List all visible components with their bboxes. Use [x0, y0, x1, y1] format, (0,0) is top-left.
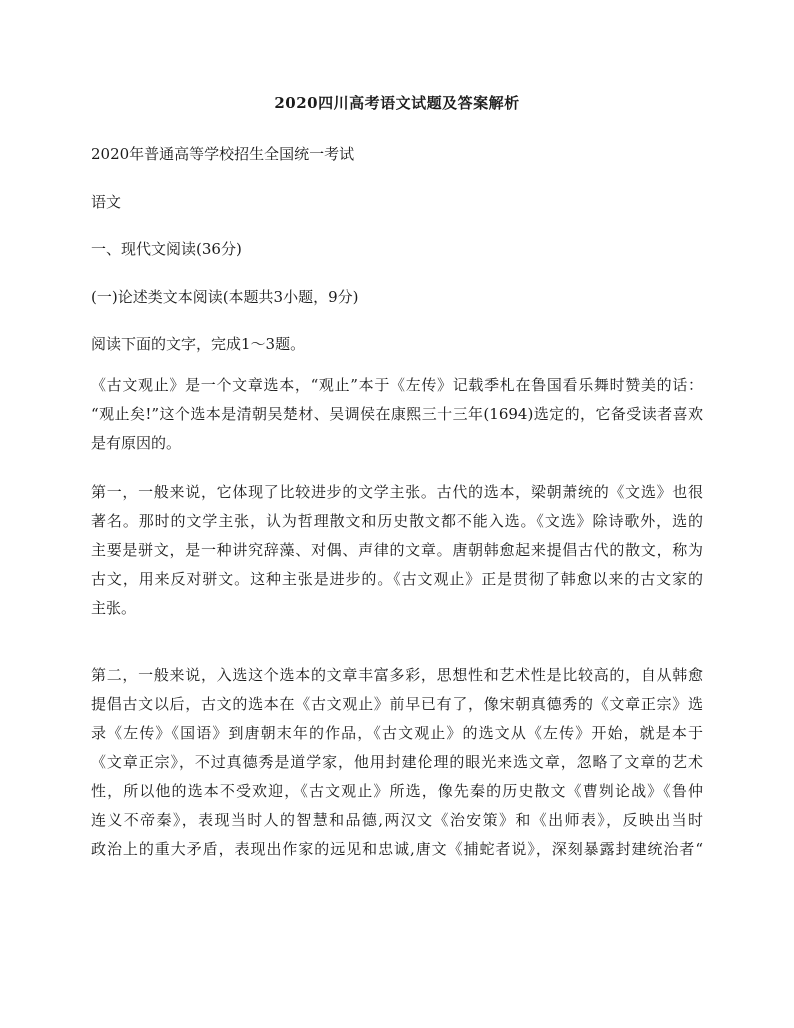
- paragraph-line: 第一，一般来说，它体现了比较进步的文学主张。古代的选本，梁朝萧统的《文选》也很: [91, 483, 703, 501]
- paragraph-line: 《文章正宗》，不过真德秀是道学家，他用封建伦理的眼光来选文章，忽略了文章的艺术: [91, 753, 703, 771]
- paragraph-line: 著名。那时的文学主张，认为哲理散文和历史散文都不能入选。《文选》除诗歌外，选的: [91, 512, 703, 530]
- reading-instruction: 阅读下面的文字，完成1～3题。: [91, 335, 306, 353]
- paragraph-line: 是有原因的。: [91, 434, 182, 452]
- paragraph-line: 连义不帝秦》，表现当时人的智慧和品德,两汉文《治安策》和《出师表》，反映出当时: [91, 811, 703, 829]
- document-title: 2020四川高考语文试题及答案解析: [274, 94, 520, 112]
- paragraph-line: 第二，一般来说，入选这个选本的文章丰富多彩，思想性和艺术性是比较高的，自从韩愈: [91, 666, 703, 684]
- exam-name: 2020年普通高等学校招生全国统一考试: [91, 145, 355, 163]
- paragraph-line: 主要是骈文，是一种讲究辞藻、对偶、声律的文章。唐朝韩愈起来提倡古代的散文，称为: [91, 541, 703, 559]
- paragraph-1: [91, 371, 703, 458]
- paragraph-3: [91, 661, 703, 864]
- paragraph-line: 古文，用来反对骈文。这种主张是进步的。《古文观止》正是贯彻了韩愈以来的古文家的: [91, 570, 703, 588]
- paragraph-line: 性，所以他的选本不受欢迎，《古文观止》所选，像先秦的历史散文《曹刿论战》《鲁仲: [91, 782, 703, 800]
- paragraph-line: 主张。: [91, 599, 137, 617]
- paragraph-line: 提倡古文以后，古文的选本在《古文观止》前早已有了，像宋朝真德秀的《文章正宗》选: [91, 695, 703, 713]
- paragraph-line: 《古文观止》是一个文章选本，“观止”本于《左传》记载季札在鲁国看乐舞时赞美的话：: [91, 376, 703, 394]
- paragraph-line: 录《左传》《国语》到唐朝末年的作品，《古文观止》的选文从《左传》开始，就是本于: [91, 724, 703, 742]
- paragraph-2: [91, 478, 703, 623]
- subject-heading: 语文: [91, 193, 122, 211]
- paragraph-line: “观止矣!”这个选本是清朝吴楚材、吴调侯在康熙三十三年(1694)选定的，它备受读者喜欢: [91, 405, 703, 423]
- subsection-heading: (一)论述类文本阅读(本题共3小题，9分): [91, 288, 359, 306]
- paragraph-line: 政治上的重大矛盾，表现出作家的远见和忠诚,唐文《捕蛇者说》，深刻暴露封建统治者“: [91, 840, 703, 858]
- section-heading: 一、现代文阅读(36分): [91, 240, 242, 258]
